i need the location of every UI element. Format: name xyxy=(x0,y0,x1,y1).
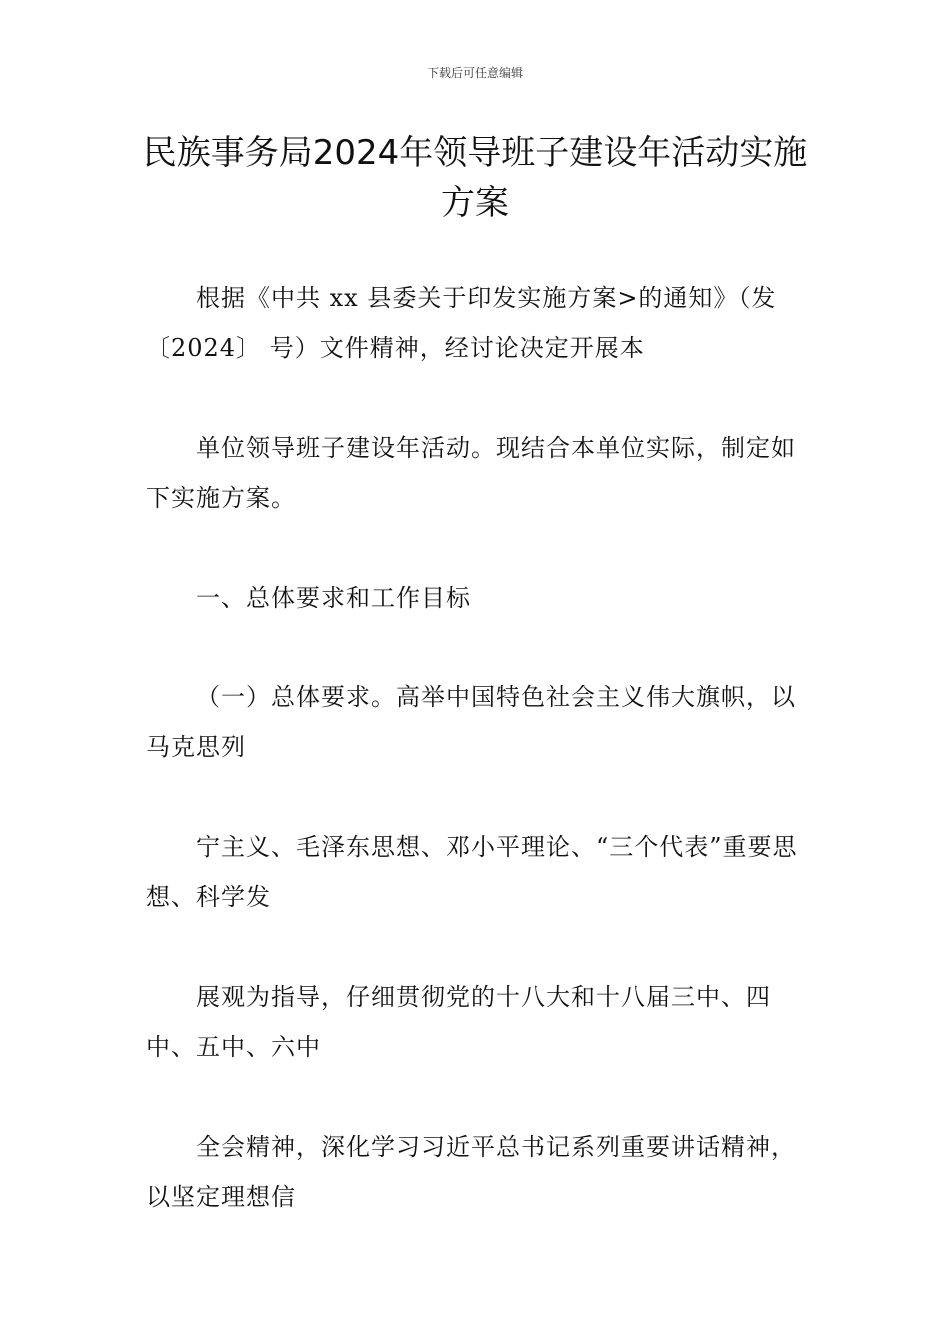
paragraph-guidance: 展观为指导，仔细贯彻党的十八大和十八届三中、四中、五中、六中 xyxy=(146,983,771,1061)
paragraph-requirements: （一）总体要求。高举中国特色社会主义伟大旗帜，以马克思列 xyxy=(146,683,796,761)
paragraph-intro: 根据《中共 xx 县委关于印发实施方案>的通知》（发〔2024〕 号）文件精神，经讨论决定开展本 xyxy=(146,284,777,362)
paragraph-guiding-theory: 宁主义、毛泽东思想、邓小平理论、“三个代表”重要思想、科学发 xyxy=(146,833,798,911)
header-note: 下载后可任意编辑 xyxy=(426,66,523,80)
document-title: 民族事务局2024年领导班子建设年活动实施方案 xyxy=(142,133,808,223)
section-heading-1: 一、总体要求和工作目标 xyxy=(196,584,471,612)
paragraph-purpose: 单位领导班子建设年活动。现结合本单位实际，制定如下实施方案。 xyxy=(146,434,796,512)
paragraph-spirit: 全会精神，深化学习习近平总书记系列重要讲话精神，以坚定理想信 xyxy=(146,1133,796,1211)
